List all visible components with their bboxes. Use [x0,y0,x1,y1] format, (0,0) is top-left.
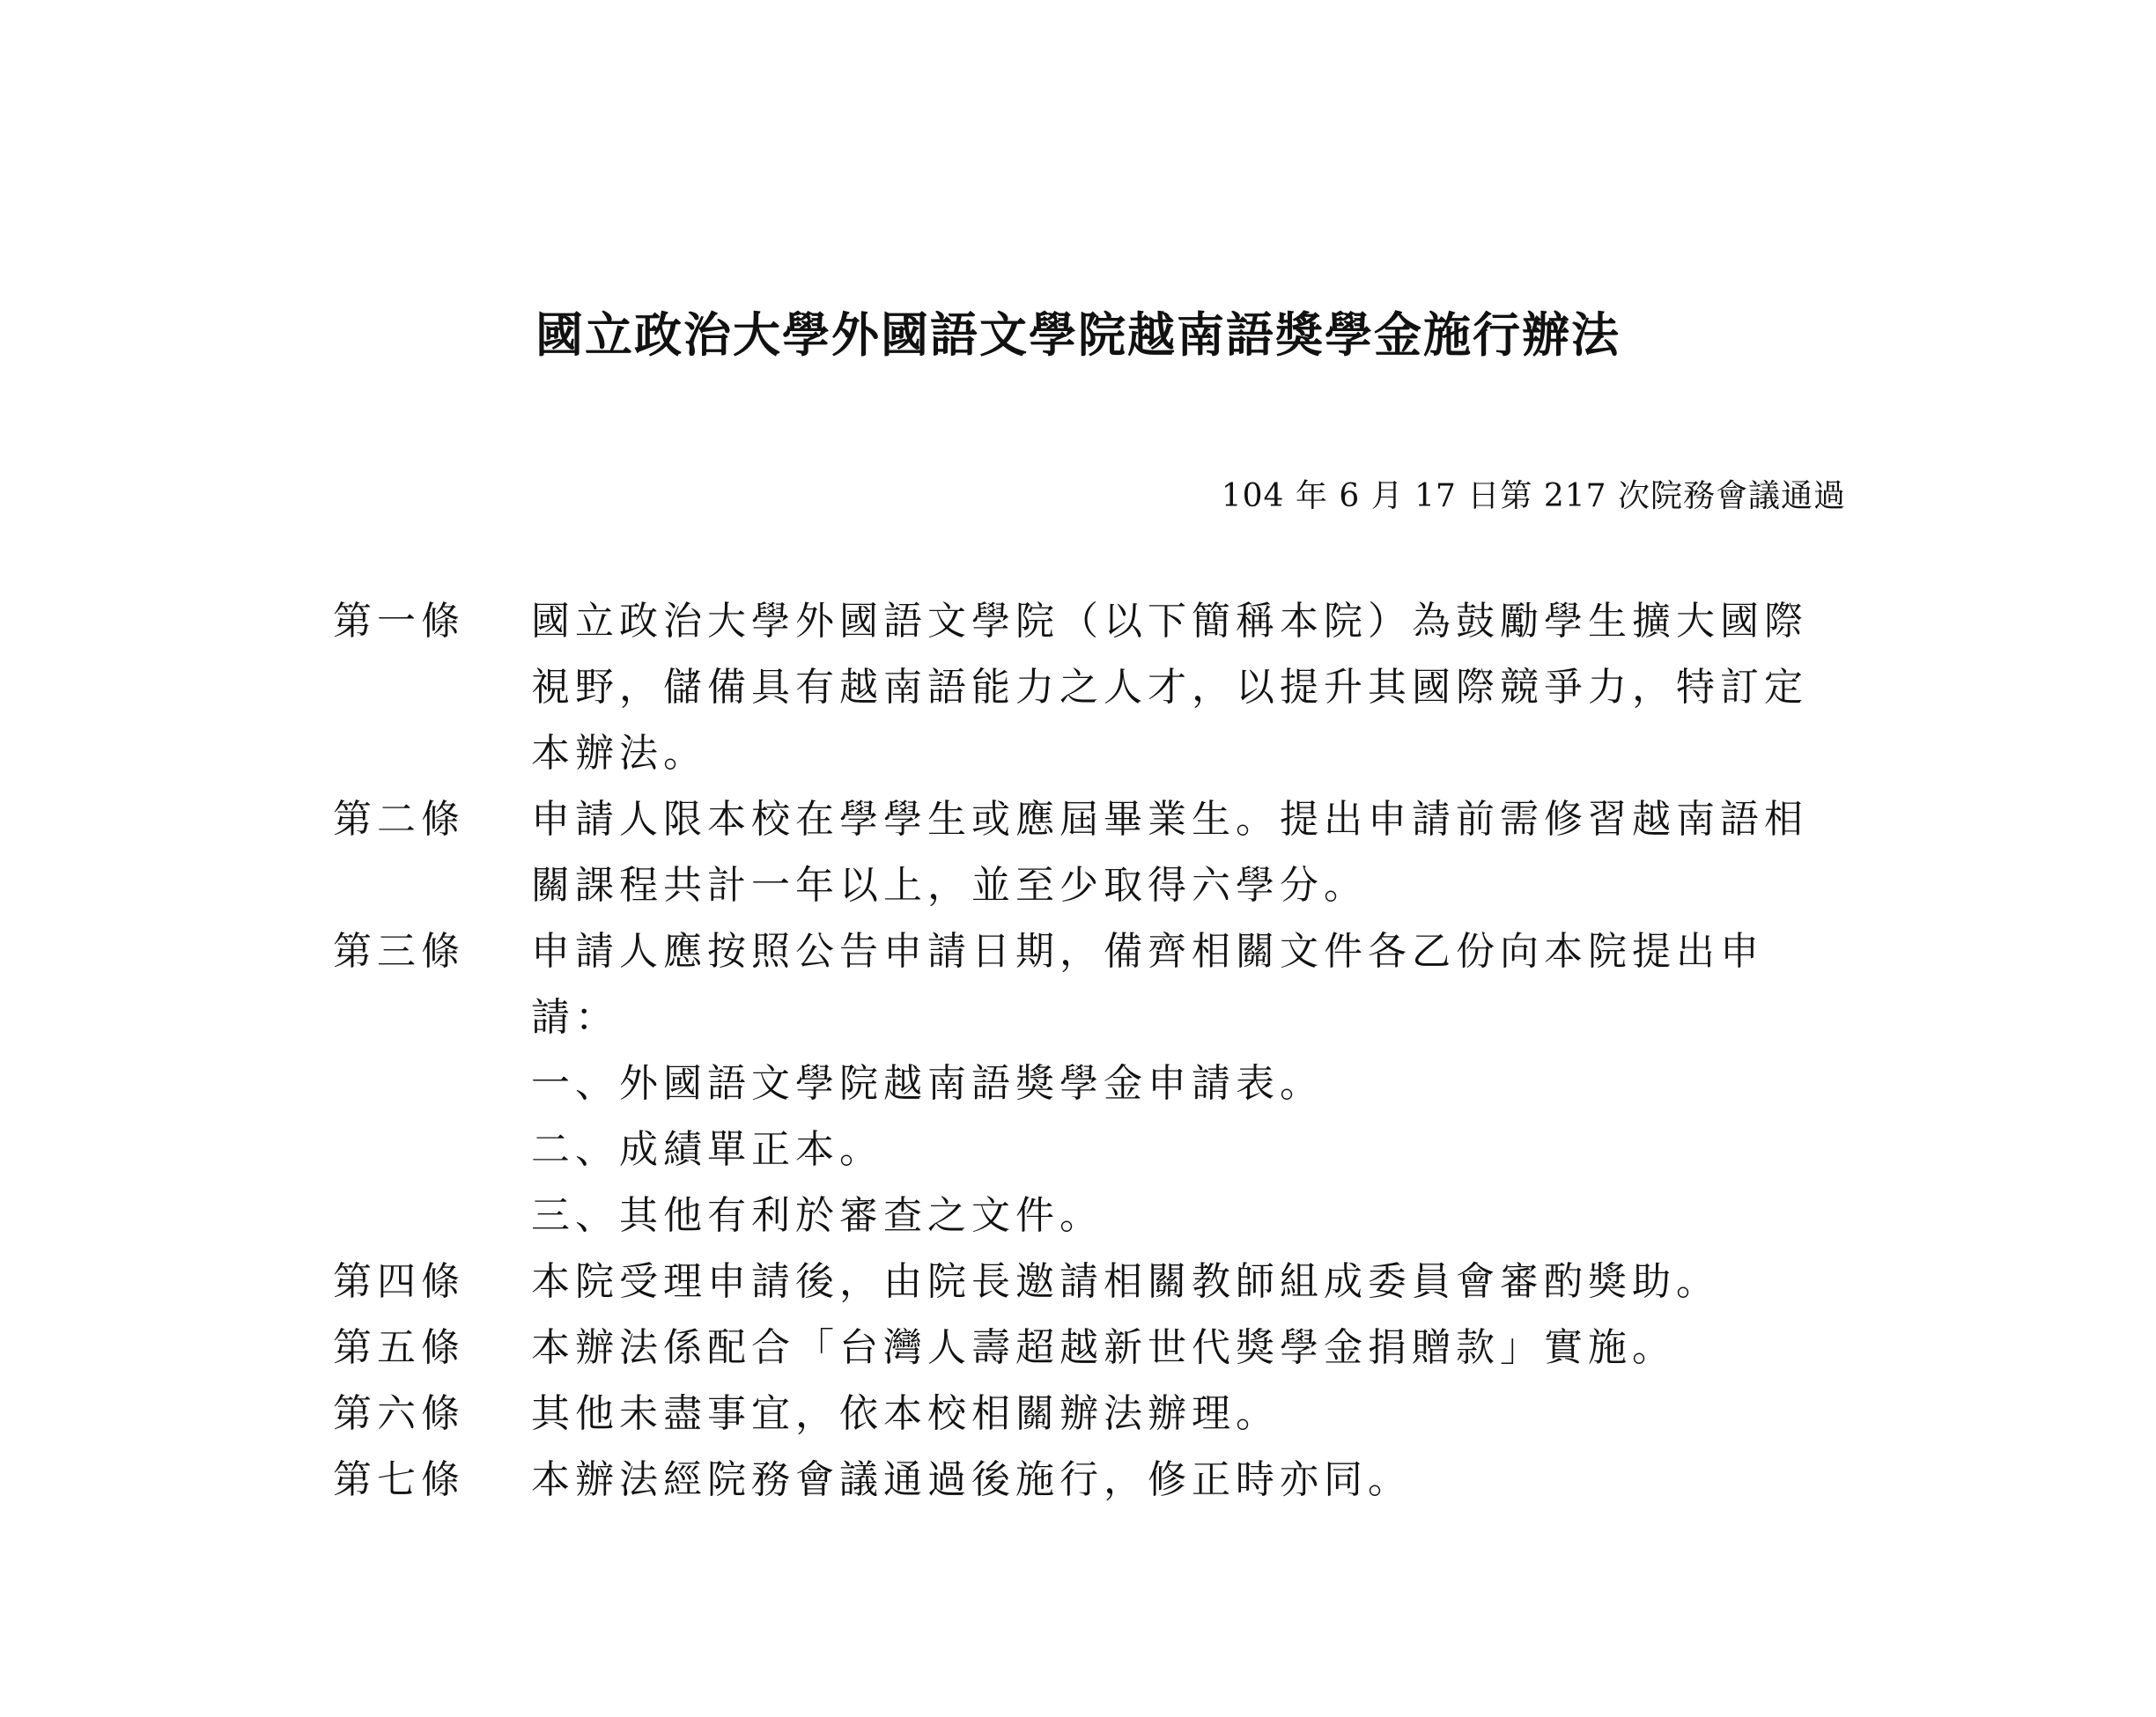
article-2 [333,786,1848,918]
article-text: 國立政治大學外國語文學院（以下簡稱本院）為鼓勵學生擴大國際視野，儲備具有越南語能力之人才，以提升其國際競爭力，特訂定本辦法。 [531,599,1808,776]
article-body [531,588,1848,786]
article-body [531,1315,1848,1381]
article-body [531,918,1848,1249]
article-text: 其他未盡事宜，依本校相關辦法辦理。 [531,1391,1280,1436]
article-body [531,1447,1848,1513]
articles-list [333,588,1848,1513]
approval-note: 104 年 6 月 17 日第 217 次院務會議通過 [1221,478,1846,514]
article-body [531,1249,1848,1315]
article-text: 本辦法係配合「台灣人壽超越新世代獎學金捐贈款」實施。 [531,1325,1676,1370]
article-list-item: 一、外國語文學院越南語獎學金申請表。 [531,1061,1324,1106]
article-text: 本辦法經院務會議通過後施行，修正時亦同。 [531,1457,1412,1502]
article-4 [333,1249,1848,1315]
article-label: 第七條 [333,1457,465,1502]
article-label: 第六條 [333,1391,465,1436]
article-label: 第二條 [333,797,465,842]
article-body [531,786,1848,918]
article-text: 本院受理申請後，由院長邀請相關教師組成委員會審酌獎助。 [531,1259,1720,1304]
article-list-item: 二、成績單正本。 [531,1127,883,1172]
article-text: 申請人應按照公告申請日期，備齊相關文件各乙份向本院提出申請： [531,929,1764,1040]
article-label: 第四條 [333,1259,465,1304]
article-5 [333,1315,1848,1381]
article-body [531,1381,1848,1447]
article-label: 第五條 [333,1325,465,1370]
article-1 [333,588,1848,786]
article-6 [333,1381,1848,1447]
article-text: 申請人限本校在學學生或應屆畢業生。提出申請前需修習越南語相關課程共計一年以上，並至少取得六學分。 [531,797,1808,908]
article-7 [333,1447,1848,1513]
document-title: 國立政治大學外國語文學院越南語獎學金施行辦法 [535,307,1621,363]
article-label: 第一條 [333,599,465,644]
article-3 [333,918,1848,1249]
article-label: 第三條 [333,929,465,974]
article-list-item: 三、其他有利於審查之文件。 [531,1193,1104,1238]
